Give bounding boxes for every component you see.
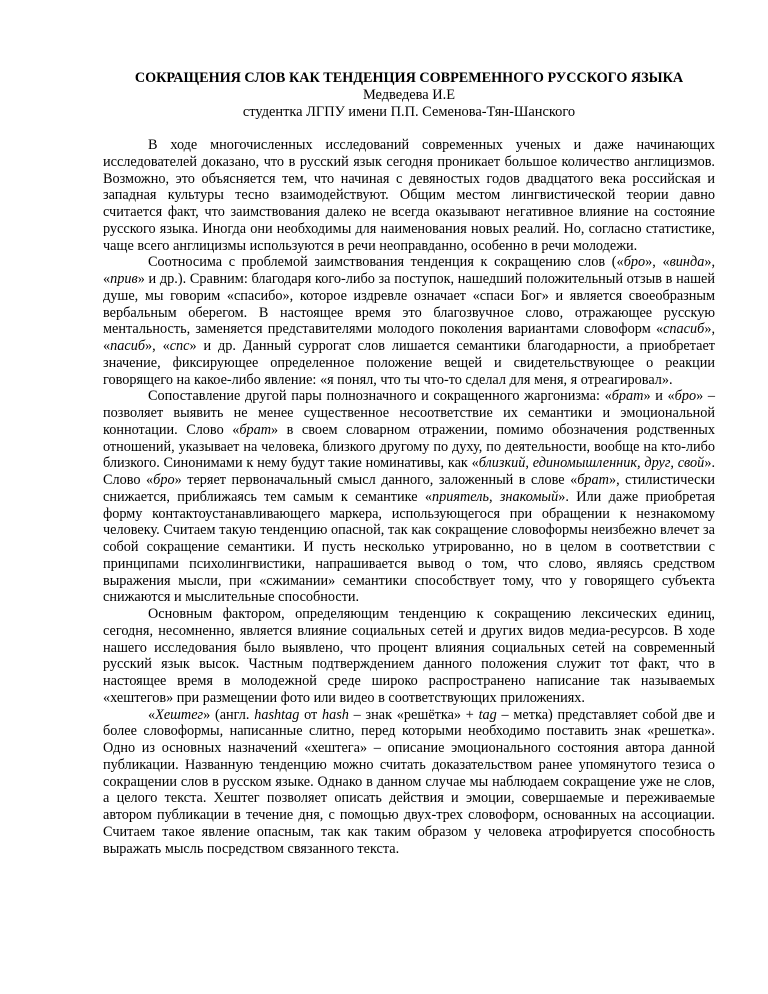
text-run: от [299, 706, 322, 723]
text-run: » и др. Данный суррогат слов лишается семантики благодарности, а приобретает значение, фиксирующее определенное положение вещей и свидетельствующее о реакции говорящего на какое-либо явление: «я понял, что ты что-то сделал для меня, я отреагировал». [103, 338, 716, 388]
text-run: », « [645, 254, 670, 271]
italic-term: прив [110, 271, 138, 287]
text-run: – метка) представляет собой две и более словоформы, написанные слитно, перед которыми необходимо поставить знак «решетка». Одно из основных назначений «хештега» – описание эмоционального состояния автора данной публикации. Названную тенденцию можно считать доказательством ранее упомянутого тезиса о сокращении слов в русском языке. Однако в данном случае мы наблюдаем сокращение уже не слов, а целого текста. Хештег позволяет описать действия и эмоции, совершаемые и переживаемые автором публикации в течение дня, с помощью двух-трех словоформ, основанных на ассоциации. Считаем такое явление опасным, так как таким образом у человека атрофируется способность выражать мысль посредством связанного текста. [103, 706, 715, 857]
text-run: » и др.). Сравним: благодаря кого-либо за поступок, нашедший положительный отзыв в нашей душе, мы говорим «спасибо», которое издревле означает «спаси Бог» и является своеобразным вербальным оберегом. В настоящее время это благозвучное слово, отражающее русскую ментальность, заменяется представителями молодого поколения вариантами словоформ « [103, 271, 715, 338]
author-affiliation: студентка ЛГПУ имени П.П. Семенова-Тян-Шанского [242, 104, 576, 120]
text-run: » и « [643, 388, 675, 405]
italic-term: близкий, единомышленник, друг, свой [478, 455, 705, 472]
text-run: », « [145, 338, 170, 354]
text-run: – знак «решётка» + [348, 706, 479, 723]
document-page [103, 70, 715, 857]
paragraph [103, 388, 715, 606]
italic-term: бро [623, 254, 646, 271]
article-title: СОКРАЩЕНИЯ СЛОВ КАК ТЕНДЕНЦИЯ СОВРЕМЕННОГО РУССКОГО ЯЗЫКА [134, 70, 684, 86]
text-run: « [148, 706, 156, 723]
paragraph [103, 254, 715, 388]
italic-term: hash [322, 706, 349, 723]
text-run: Основным фактором, определяющим тенденцию к сокращению лексических единиц, сегодня, несомненно, является влияние социальных сетей и других видов медиа-ресурсов. В ходе нашего исследования было выявлено, что процент влияния социальных сетей на современный русский язык высок. Частным подтверждением данного положения служит тот факт, что в настоящее время в молодежной среде широко распространено написание так называемых «хештегов» при размещении фото или видео в соответствующих приложениях. [103, 606, 715, 706]
text-run: ». Слово « [103, 455, 715, 488]
italic-term: спс [169, 338, 190, 354]
paragraph [103, 707, 715, 858]
text-run: » теряет первоначальный смысл данного, заложенный в слове « [174, 472, 578, 488]
text-run: », стилистически снижается, приближаясь тем самым к семантике « [103, 472, 715, 505]
text-run: ». Или даже приобретая форму контактоустанавливающего маркера, использующегося при обращении к незнакомому человеку. Считаем такую тенденцию опасной, так как сокращение словоформы неизбежно влечет за собой сокращение семантики. И пусть несколько утрированно, но в целом в соответствии с принципами психолингвистики, напрашивается вывод о том, что слово, являясь средством выражения мысли, при «сжимании» семантики способствует тому, что у говорящего субъекта снижаются и мыслительные способности. [103, 488, 715, 606]
paragraph [103, 606, 715, 707]
text-run: » – позволяет выявить не менее существенное несоответствие их семантики и эмоциональной коннотации. Слово « [103, 388, 715, 438]
italic-term: спасиб [663, 321, 705, 338]
italic-term: бро [674, 388, 697, 405]
text-run: » в своем словарном отражении, помимо обозначения родственных отношений, указывает на человека, близкого другому по духу, по деятельности, вообще на кто-либо близкого. Синонимами к нему будут такие номинативы, как « [103, 421, 715, 472]
italic-term: брат [577, 472, 609, 488]
text-run: В ходе многочисленных исследований современных ученых и даже начинающих исследователей доказано, что в русский язык сегодня проникает большое количество англицизмов. Возможно, это объясняется тем, что начиная с девяностых годов двадцатого века российская и западная культуры тесно взаимодействуют. Общим местом лингвистической теории давно считается факт, что заимствования далеко не всегда оказывают негативное влияние на состояние русского языка. Иногда они необходимы для наименования новых реалий. Но, согласно статистике, чаще всего англицизмы используются в речи неоправданно, особенно в речи молодежи. [103, 137, 715, 254]
italic-term: hashtag [254, 706, 300, 723]
paragraph [103, 137, 715, 254]
text-run: » (англ. [203, 706, 255, 723]
text-run: », « [103, 321, 715, 354]
italic-term: Хештег [155, 706, 204, 723]
italic-term: tag [478, 706, 497, 723]
italic-term: бро [153, 472, 175, 488]
header-spacer [103, 121, 715, 137]
article-body [103, 137, 715, 857]
italic-term: брат [239, 421, 272, 438]
author-name: Медведева И.Е [362, 87, 456, 103]
text-run: », « [103, 254, 716, 287]
italic-term: пасиб [110, 338, 145, 354]
italic-term: брат [611, 388, 644, 405]
italic-term: приятель, знакомый [432, 488, 559, 505]
text-run: Соотносима с проблемой заимствования тенденция к сокращению слов (« [148, 254, 624, 271]
text-run: Сопоставление другой пары полнозначного и сокращенного жаргонизма: « [148, 388, 612, 405]
italic-term: винда [669, 254, 705, 271]
